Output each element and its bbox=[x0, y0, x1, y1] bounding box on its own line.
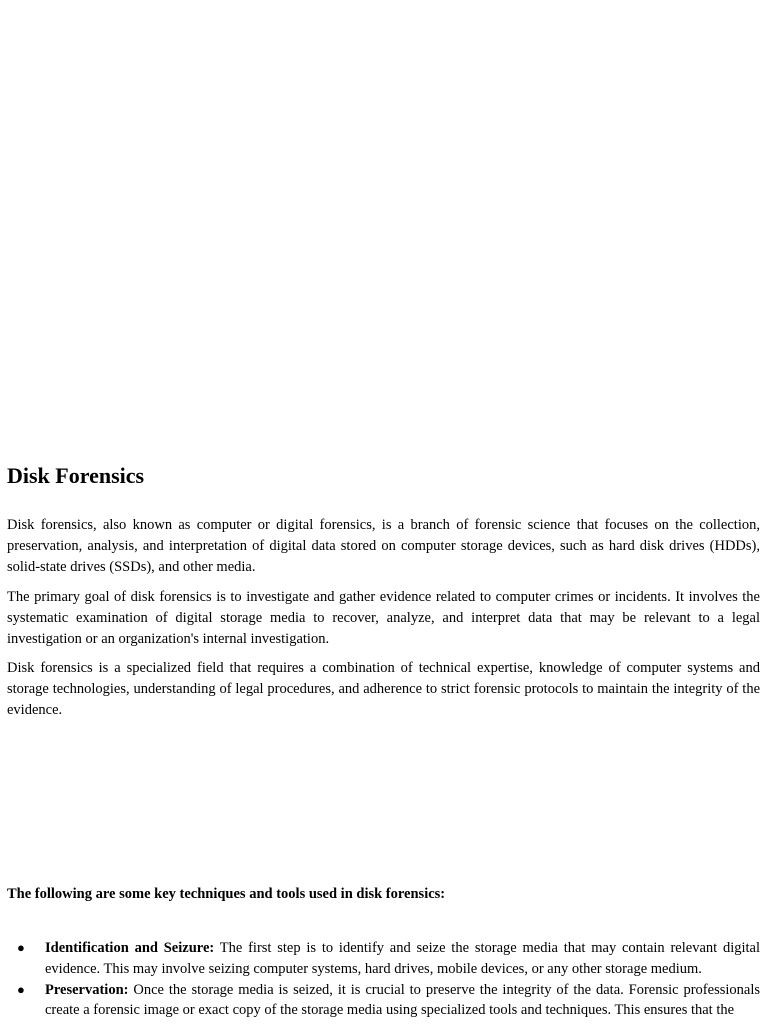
goal-paragraph: The primary goal of disk forensics is to investigate and gather evidence related to computer crimes or incidents. It involves the systematic examination of digital storage media to recover, analyze, and interpret data that may be relevant to a legal investigation or an organization's internal investigation. bbox=[7, 589, 760, 647]
intro-paragraph: Disk forensics, also known as computer or digital forensics, is a branch of forensic science that focuses on the collection, preservation, analysis, and interpretation of digital data stored on computer storage devices, such as hard disk drives (HDDs), solid-state drives (SSDs), and other media. bbox=[7, 517, 760, 575]
techniques-heading: The following are some key techniques and tools used in disk forensics: bbox=[7, 886, 446, 902]
list-item bbox=[0, 938, 760, 980]
techniques-list bbox=[0, 938, 760, 1021]
bullet-icon: ● bbox=[17, 940, 25, 955]
list-item bbox=[0, 980, 760, 1022]
field-paragraph: Disk forensics is a specialized field that requires a combination of technical expertise, knowledge of computer systems and storage technologies, understanding of legal procedures, and adherence to strict forensic protocols to maintain the integrity of the evidence. bbox=[7, 660, 760, 718]
technique-description: Once the storage media is seized, it is crucial to preserve the integrity of the data. Forensic professionals create a forensic image or exact copy of the storage media using specialized tools and techniques. This ensures that the bbox=[45, 981, 760, 1019]
page-title: Disk Forensics bbox=[7, 463, 145, 488]
technique-description: The first step is to identify and seize the storage media that may contain relevant digital evidence. This may involve seizing computer systems, hard drives, mobile devices, or any other storage medium. bbox=[45, 940, 761, 977]
bullet-icon: ● bbox=[17, 981, 25, 997]
technique-title: Identification and Seizure: bbox=[45, 940, 215, 956]
technique-title: Preservation: bbox=[45, 981, 129, 998]
